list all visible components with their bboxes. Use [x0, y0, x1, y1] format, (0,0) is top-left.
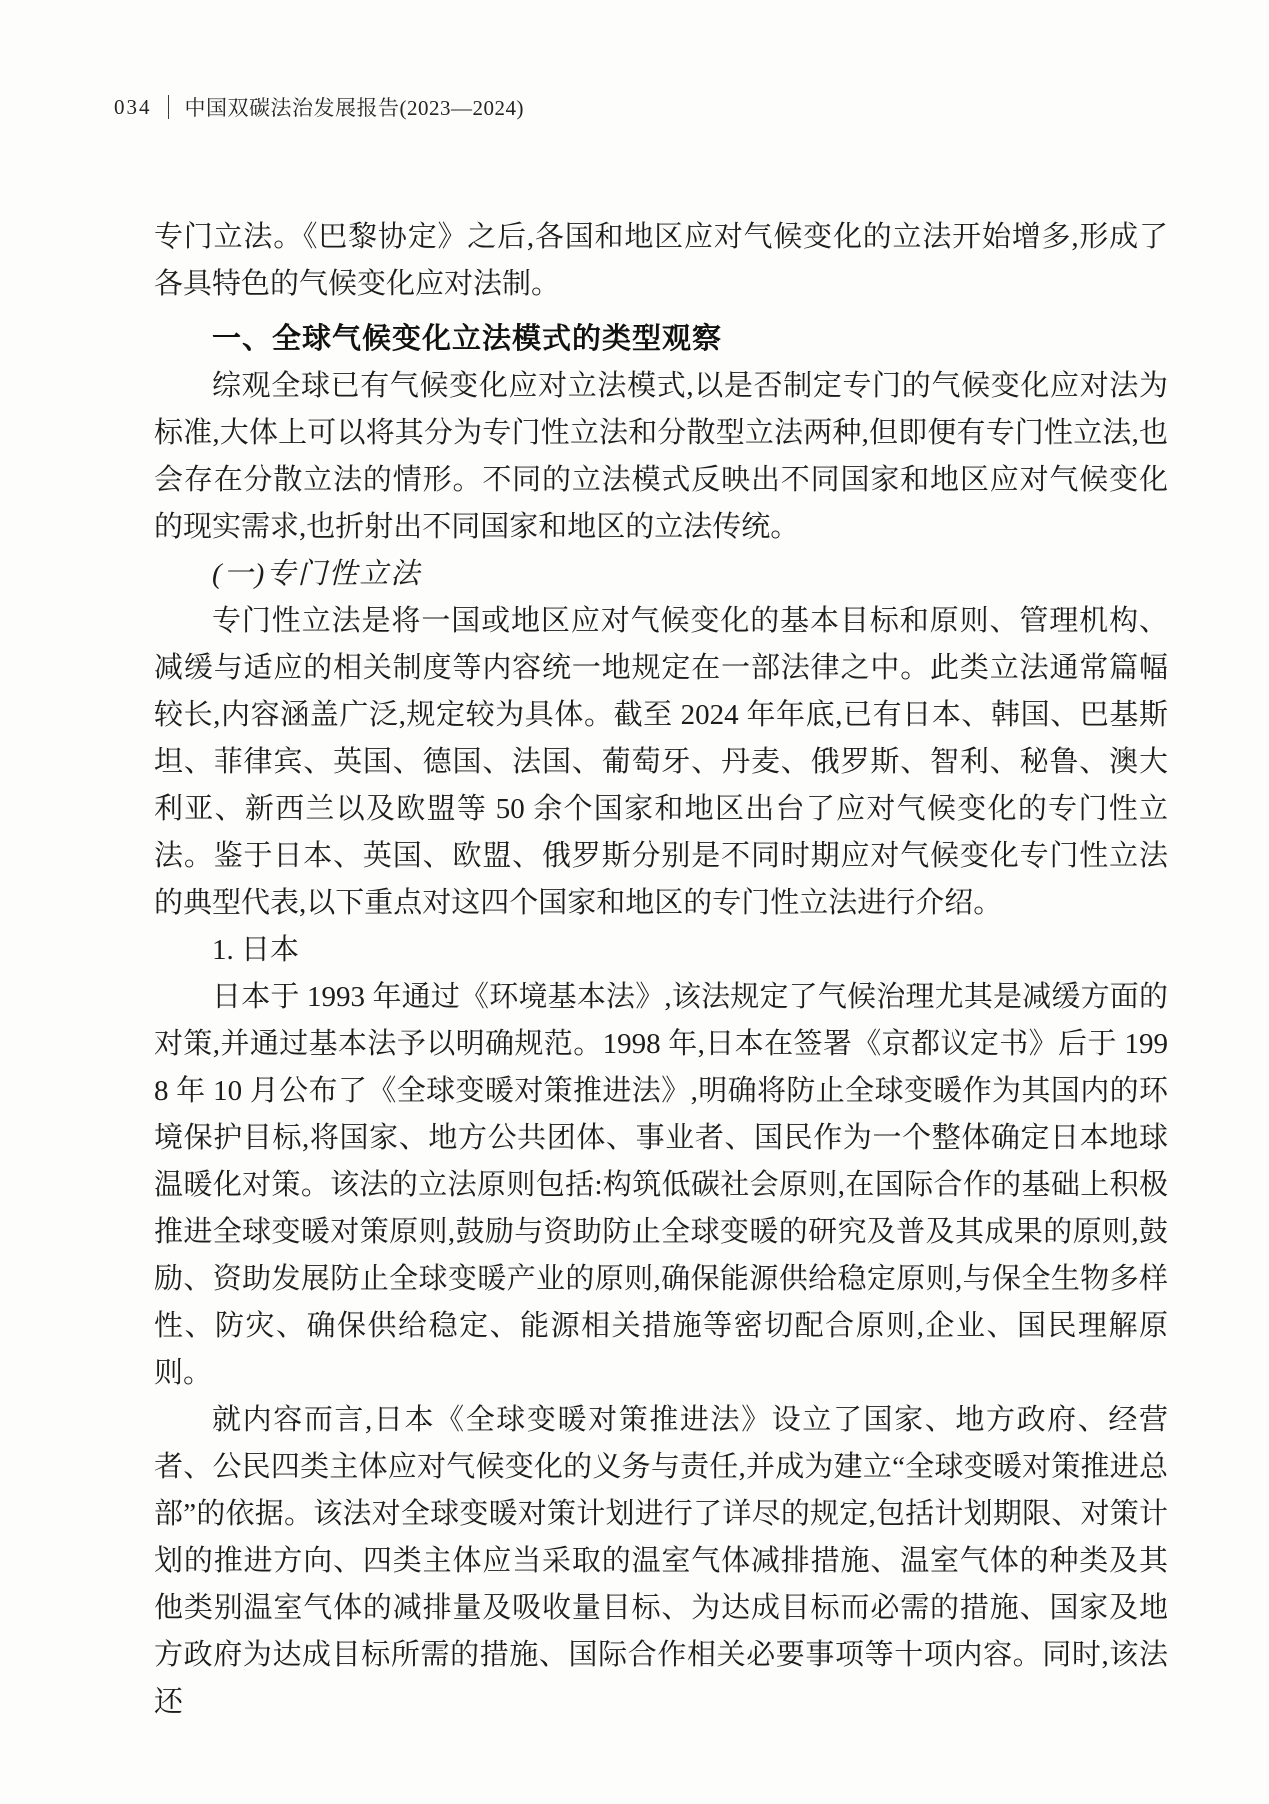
subsection-heading-japan: 1. 日本	[212, 934, 300, 966]
subsection-heading-specialized-legislation: (一)专门性立法	[212, 558, 422, 590]
paragraph-continued-from-previous-page: 专门立法。《巴黎协定》之后,各国和地区应对气候变化的立法开始增多,形成了各具特色的气候变化应对法制。	[154, 221, 1168, 300]
paragraph-japan-law-contents: 就内容而言,日本《全球变暖对策推进法》设立了国家、地方政府、经营者、公民四类主体应对气候变化的义务与责任,并成为建立“全球变暖对策推进总部”的依据。该法对全球变暖对策计划进行了详尽的规定,包括计划期限、对策计划的推进方向、四类主体应当采取的温室气体减排措施、温室气体的种类及其他类别温室气体的减排量及吸收量目标、为达成目标而必需的措施、国家及地方政府为达成目标所需的措施、国际合作相关必要事项等十项内容。同时,该法还	[154, 1404, 1168, 1718]
book-title: 中国双碳法治发展报告(2023—2024)	[184, 96, 524, 120]
paragraph-overview-of-legislation-modes: 综观全球已有气候变化应对立法模式,以是否制定专门的气候变化应对法为标准,大体上可以将其分为专门性立法和分散型立法两种,但即便有专门性立法,也会存在分散立法的情形。不同的立法模式反映出不同国家和地区应对气候变化的现实需求,也折射出不同国家和地区的立法传统。	[154, 370, 1168, 543]
running-header	[114, 92, 524, 122]
header-divider	[168, 95, 169, 119]
paragraph-specialized-legislation-description: 专门性立法是将一国或地区应对气候变化的基本目标和原则、管理机构、减缓与适应的相关制度等内容统一地规定在一部法律之中。此类立法通常篇幅较长,内容涵盖广泛,规定较为具体。截至 2024 年年底,已有日本、韩国、巴基斯坦、菲律宾、英国、德国、法国、葡萄牙、丹麦、俄罗斯、智利、秘鲁、澳大利亚、新西兰以及欧盟等 50 余个国家和地区出台了应对气候变化的专门性立法。鉴于日本、英国、欧盟、俄罗斯分别是不同时期应对气候变化专门性立法的典型代表,以下重点对这四个国家和地区的专门性立法进行介绍。	[154, 605, 1168, 919]
page-number: 034	[114, 94, 152, 119]
page-body	[154, 214, 1168, 1726]
section-heading-legislation-typology: 一、全球气候变化立法模式的类型观察	[212, 323, 723, 355]
paragraph-japan-legislation-history: 日本于 1993 年通过《环境基本法》,该法规定了气候治理尤其是减缓方面的对策,并通过基本法予以明确规范。1998 年,日本在签署《京都议定书》后于 1998 年 10 月公布了《全球变暖对策推进法》,明确将防止全球变暖作为其国内的环境保护目标,将国家、地方公共团体、事业者、国民作为一个整体确定日本地球温暖化对策。该法的立法原则包括:构筑低碳社会原则,在国际合作的基础上积极推进全球变暖对策原则,鼓励与资助防止全球变暖的研究及普及其成果的原则,鼓励、资助发展防止全球变暖产业的原则,确保能源供给稳定原则,与保全生物多样性、防灾、确保供给稳定、能源相关措施等密切配合原则,企业、国民理解原则。	[154, 981, 1168, 1389]
